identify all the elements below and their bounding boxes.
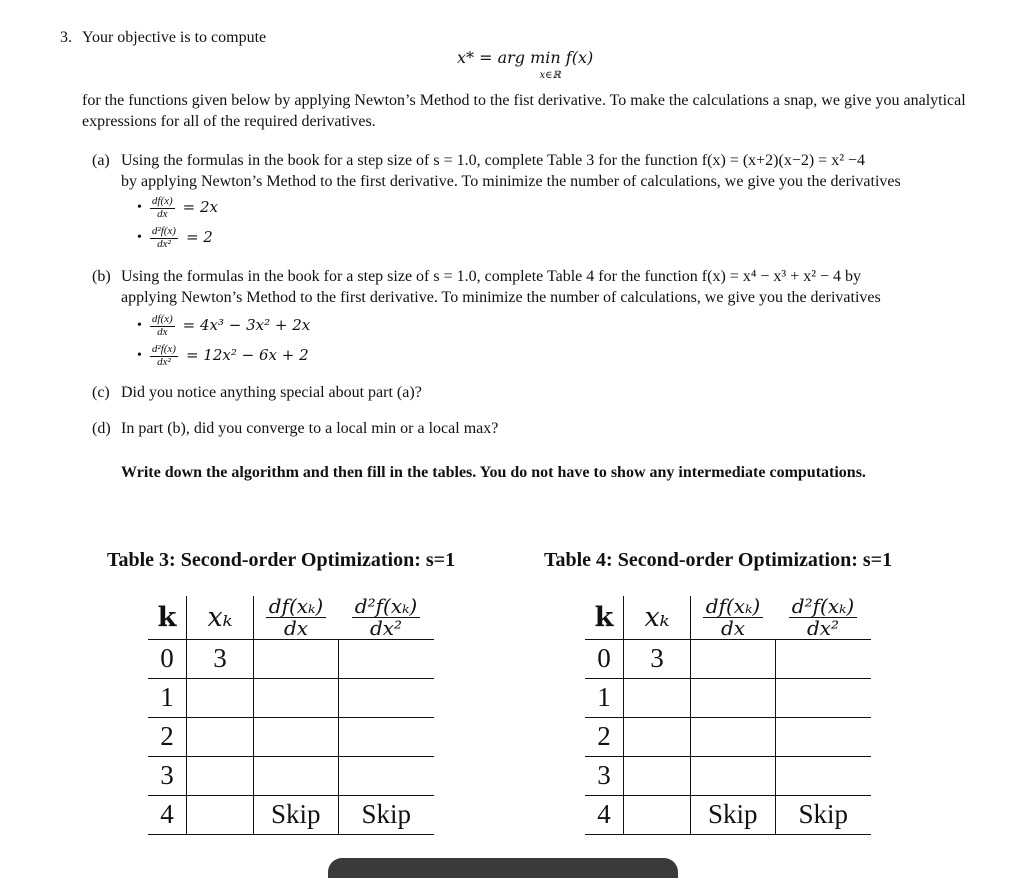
cell-d2[interactable] [775, 640, 871, 679]
cell-d2: Skip [338, 796, 434, 835]
cell-d1: Skip [254, 796, 339, 835]
instruction: Write down the algorithm and then fill in the tables. You do not have to show any intermediate computations. [121, 464, 866, 481]
cell-x[interactable] [624, 757, 691, 796]
cell-k: 3 [148, 757, 187, 796]
cell-x[interactable] [187, 796, 254, 835]
cell-d1[interactable] [691, 757, 776, 796]
objective-formula [457, 48, 593, 82]
cell-d2[interactable] [338, 640, 434, 679]
fraction: $\frac{df(x)}{dx}$ [151, 313, 173, 338]
header-k: k [148, 596, 187, 640]
part-b-first-derivative [137, 314, 310, 338]
header-xk: xₖ [187, 596, 254, 640]
cell-d1[interactable] [691, 640, 776, 679]
part-b-line1: Using the formulas in the book for a step size of s = 1.0, complete Table 4 for the function f(x) = x⁴ − x³ + x² − 4 by [121, 268, 862, 285]
part-a-line2: by applying Newton’s Method to the first derivative. To minimize the number of calculations, we give you the derivatives [121, 173, 901, 190]
derivative-rhs: = 4x³ − 3x² + 2x [182, 316, 311, 335]
table3-caption: Table 3: Second-order Optimization: s=1 [107, 549, 456, 571]
table-row [585, 718, 871, 757]
part-a-label: (a) [92, 152, 110, 169]
cell-d2[interactable] [775, 757, 871, 796]
cell-x[interactable] [624, 679, 691, 718]
cell-d2[interactable] [338, 718, 434, 757]
table3-header-row [148, 596, 434, 640]
cell-d2: Skip [775, 796, 871, 835]
cell-x[interactable] [624, 718, 691, 757]
cell-k: 0 [585, 640, 624, 679]
part-a-second-derivative [137, 226, 213, 250]
header-second-derivative: $\frac{\text{d²f(xₖ)}}{\text{dx²}}$ [338, 596, 434, 640]
cell-d1[interactable] [254, 679, 339, 718]
table-row [585, 679, 871, 718]
table-row [148, 718, 434, 757]
table-row [585, 796, 871, 835]
part-b-label: (b) [92, 268, 111, 285]
cell-d2[interactable] [775, 718, 871, 757]
objective-expression: x* = arg min f(x) [457, 48, 594, 67]
header-k: k [585, 596, 624, 640]
derivative-rhs: = 2 [185, 228, 213, 247]
cell-d1[interactable] [691, 718, 776, 757]
cell-k: 1 [585, 679, 624, 718]
table-row [585, 640, 871, 679]
cell-d1[interactable] [254, 640, 339, 679]
fraction: $\frac{df(x)}{dx}$ [151, 195, 173, 220]
table-row [148, 796, 434, 835]
table4-caption: Table 4: Second-order Optimization: s=1 [544, 549, 893, 571]
derivative-rhs: = 12x² − 6x + 2 [185, 346, 309, 365]
table-row [148, 757, 434, 796]
header-first-derivative: $\frac{\text{df(xₖ)}}{dx}$ [254, 596, 339, 640]
cell-k: 4 [148, 796, 187, 835]
table-row [585, 757, 871, 796]
part-d-text: In part (b), did you converge to a local min or a local max? [121, 420, 499, 437]
cell-x[interactable] [187, 757, 254, 796]
table-row [148, 640, 434, 679]
header-first-derivative: $\frac{\text{df(xₖ)}}{dx}$ [691, 596, 776, 640]
cell-k: 2 [585, 718, 624, 757]
cell-x[interactable] [187, 679, 254, 718]
table-row [148, 679, 434, 718]
cell-k: 4 [585, 796, 624, 835]
cell-x[interactable] [624, 796, 691, 835]
cell-k: 2 [148, 718, 187, 757]
cell-k: 1 [148, 679, 187, 718]
bullet-icon: • [137, 347, 142, 363]
cell-d1: Skip [691, 796, 776, 835]
cell-d1[interactable] [254, 718, 339, 757]
problem-intro: Your objective is to compute [82, 29, 267, 46]
part-d-label: (d) [92, 420, 111, 437]
cell-d2[interactable] [338, 757, 434, 796]
table4-header-row [585, 596, 871, 640]
problem-number: 3. [60, 29, 72, 46]
part-a-first-derivative [137, 196, 218, 220]
bullet-icon: • [137, 229, 142, 245]
bottom-toolbar-tab[interactable] [328, 858, 678, 878]
bullet-icon: • [137, 317, 142, 333]
cell-x[interactable] [187, 718, 254, 757]
objective-subscript: x∈ℝ [539, 69, 561, 81]
table4-grid [585, 596, 871, 835]
cell-d1[interactable] [254, 757, 339, 796]
part-c-text: Did you notice anything special about part (a)? [121, 384, 422, 401]
part-c-label: (c) [92, 384, 110, 401]
part-b-line2: applying Newton’s Method to the first derivative. To minimize the number of calculations, we give you the derivatives [121, 289, 881, 306]
header-xk: xₖ [624, 596, 691, 640]
table3 [148, 596, 434, 835]
table4 [585, 596, 871, 835]
derivative-rhs: = 2x [182, 198, 219, 217]
fraction: $\frac{\text{d²f(x)}}{\text{dx²}}$ [151, 225, 176, 250]
cell-x[interactable]: 3 [624, 640, 691, 679]
cell-d2[interactable] [775, 679, 871, 718]
cell-k: 3 [585, 757, 624, 796]
part-b-second-derivative [137, 344, 309, 368]
fraction: $\frac{\text{d²f(x)}}{\text{dx²}}$ [151, 343, 176, 368]
cell-d1[interactable] [691, 679, 776, 718]
part-a-line1: Using the formulas in the book for a step size of s = 1.0, complete Table 3 for the function f(x) = (x+2)(x−2) = x² −4 [121, 152, 866, 169]
problem-description: for the functions given below by applying Newton’s Method to the fist derivative. To make the calculations a snap, we give you analytical expressions for all of the required derivatives. [82, 92, 966, 130]
cell-d2[interactable] [338, 679, 434, 718]
cell-k: 0 [148, 640, 187, 679]
table3-grid [148, 596, 434, 835]
header-second-derivative: $\frac{\text{d²f(xₖ)}}{\text{dx²}}$ [775, 596, 871, 640]
cell-x[interactable]: 3 [187, 640, 254, 679]
bullet-icon: • [137, 199, 142, 215]
